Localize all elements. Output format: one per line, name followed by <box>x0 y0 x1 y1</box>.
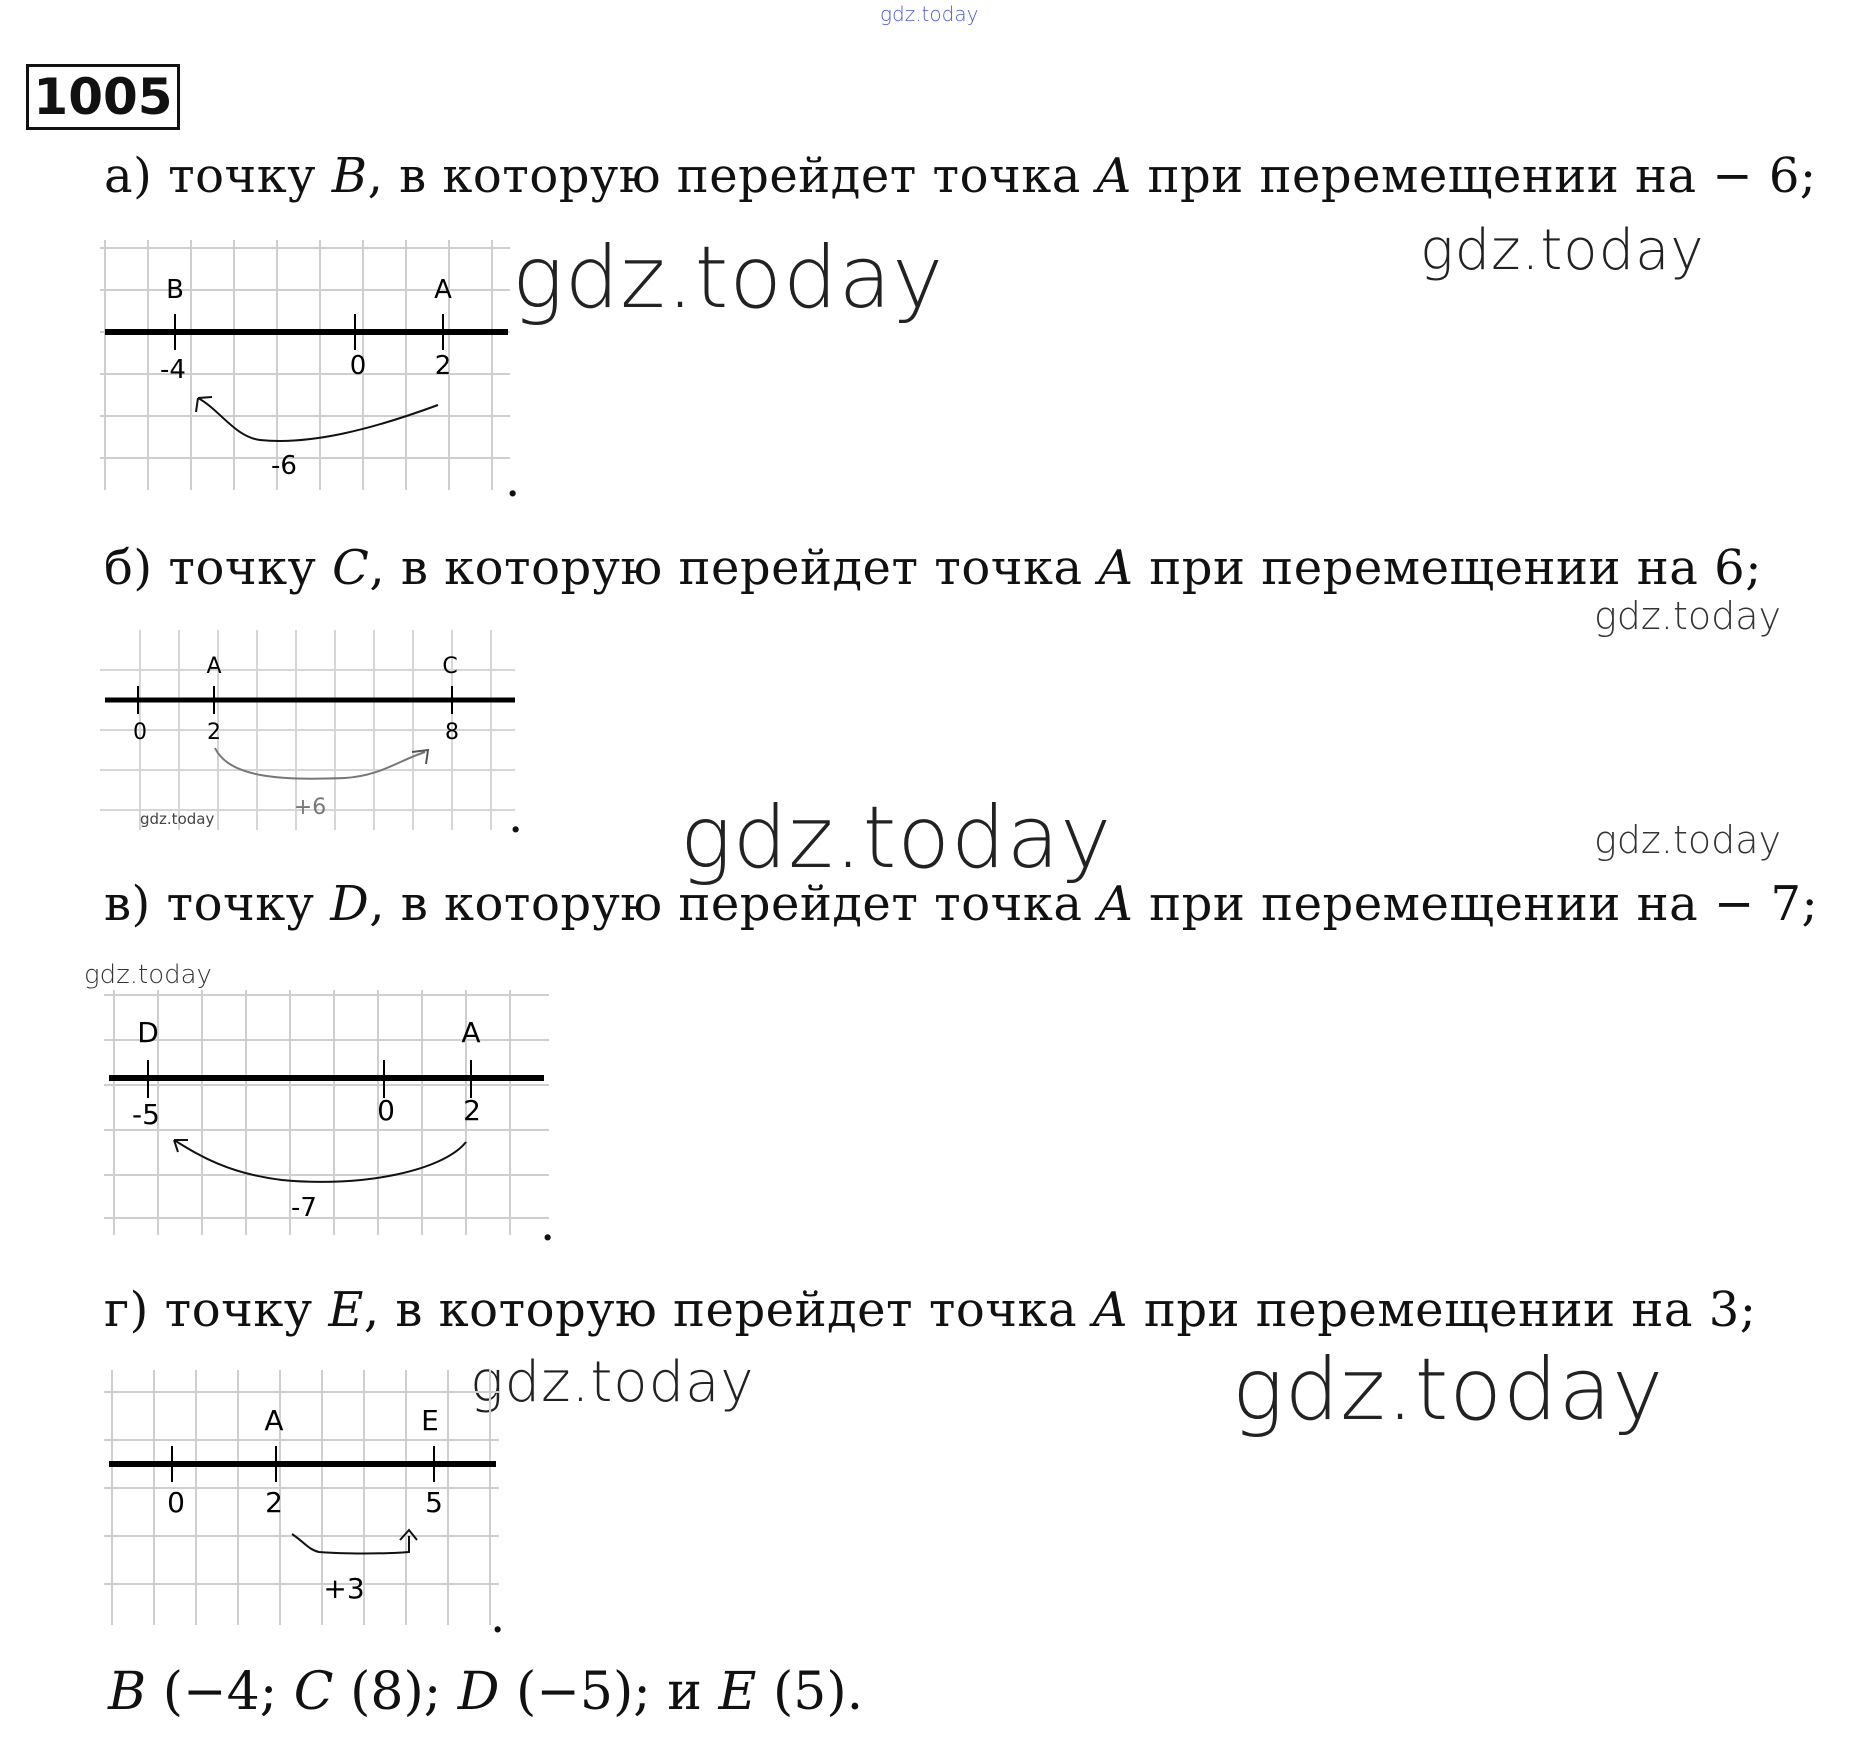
task-a-suffix: при перемещении на − 6; <box>1131 148 1817 204</box>
task-d-prefix: г) точку <box>104 1282 329 1338</box>
answer-d-val: (−5); и <box>499 1662 719 1722</box>
task-d-source: A <box>1092 1282 1129 1338</box>
watermark-c-right: gdz.today <box>1594 818 1781 862</box>
task-c-source: A <box>1098 876 1134 932</box>
period-b: . <box>508 788 524 844</box>
task-b <box>104 540 1762 596</box>
tick-label-neg4: -4 <box>160 355 186 385</box>
task-b-middle: , в которую перейдет точка <box>369 540 1099 596</box>
tick-label-2: 2 <box>434 351 452 381</box>
number-line-d <box>104 1370 504 1630</box>
shift-arrow-b <box>215 748 425 779</box>
tick-label-0-c: 0 <box>377 1094 395 1127</box>
label-a: A <box>434 275 452 305</box>
answer-line <box>108 1662 863 1722</box>
watermark-d-left: gdz.today <box>470 1350 755 1415</box>
tick-label-neg5: -5 <box>132 1098 160 1131</box>
task-c <box>104 876 1818 932</box>
tick-label-0: 0 <box>349 351 367 381</box>
answer-e-val: (5). <box>756 1662 864 1722</box>
task-a <box>104 148 1817 204</box>
period-d: . <box>490 1588 506 1644</box>
task-b-source: A <box>1098 540 1134 596</box>
watermark-b-small: gdz.today <box>140 810 215 828</box>
task-b-prefix: б) точку <box>104 540 333 596</box>
watermark-c-small: gdz.today <box>84 960 212 990</box>
task-b-suffix: при перемещении на 6; <box>1133 540 1762 596</box>
answer-b: B <box>108 1662 147 1722</box>
task-c-point: D <box>330 876 370 932</box>
number-line-b <box>100 630 520 830</box>
watermark-d-right: gdz.today <box>1232 1340 1665 1440</box>
shift-label-a: -6 <box>271 451 297 481</box>
answer-d: D <box>457 1662 500 1722</box>
task-d-suffix: при перемещении на 3; <box>1128 1282 1757 1338</box>
watermark-top: gdz.today <box>880 2 979 26</box>
watermark-a-right: gdz.today <box>1420 218 1705 283</box>
number-line-a <box>100 240 520 500</box>
label-a-d: A <box>264 1404 284 1437</box>
task-c-prefix: в) точку <box>104 876 331 932</box>
watermark-b-right: gdz.today <box>1594 594 1781 638</box>
task-d <box>104 1282 1756 1338</box>
label-b: B <box>166 275 184 305</box>
task-a-prefix: а) точку <box>104 148 332 204</box>
answer-c: C <box>293 1662 334 1722</box>
number-line-c <box>104 990 554 1240</box>
tick-label-2-c: 2 <box>463 1094 481 1127</box>
label-c: C <box>442 654 458 679</box>
answer-c-val: (8); <box>333 1662 458 1722</box>
task-a-source: A <box>1096 148 1132 204</box>
tick-label-8: 8 <box>445 720 459 745</box>
watermark-a-large: gdz.today <box>512 228 945 328</box>
label-e: E <box>421 1404 439 1437</box>
task-c-middle: , в которую перейдет точка <box>369 876 1099 932</box>
tick-label-2-d: 2 <box>265 1486 283 1519</box>
tick-label-2-b: 2 <box>207 720 221 745</box>
problem-number: 1005 <box>26 64 180 130</box>
label-a-b: A <box>206 654 222 679</box>
shift-label-d: +3 <box>323 1572 365 1605</box>
label-d: D <box>137 1016 159 1049</box>
task-d-middle: , в которую перейдет точка <box>363 1282 1093 1338</box>
answer-b-val: (−4; <box>146 1662 294 1722</box>
shift-label-b: +6 <box>293 795 327 820</box>
answer-e: E <box>718 1662 757 1722</box>
period-a: . <box>505 452 521 508</box>
task-b-point: C <box>332 540 370 596</box>
tick-label-0-b: 0 <box>133 720 147 745</box>
tick-label-0-d: 0 <box>167 1486 185 1519</box>
task-a-point: B <box>331 148 368 204</box>
grid-c <box>104 990 549 1235</box>
period-c: . <box>540 1196 556 1252</box>
label-a-c: A <box>461 1016 481 1049</box>
watermark-c-large: gdz.today <box>680 788 1113 888</box>
task-c-suffix: при перемещении на − 7; <box>1133 876 1819 932</box>
task-a-middle: , в которую перейдет точка <box>367 148 1097 204</box>
tick-label-5: 5 <box>425 1486 443 1519</box>
task-d-point: E <box>328 1282 364 1338</box>
shift-label-c: -7 <box>291 1193 317 1223</box>
